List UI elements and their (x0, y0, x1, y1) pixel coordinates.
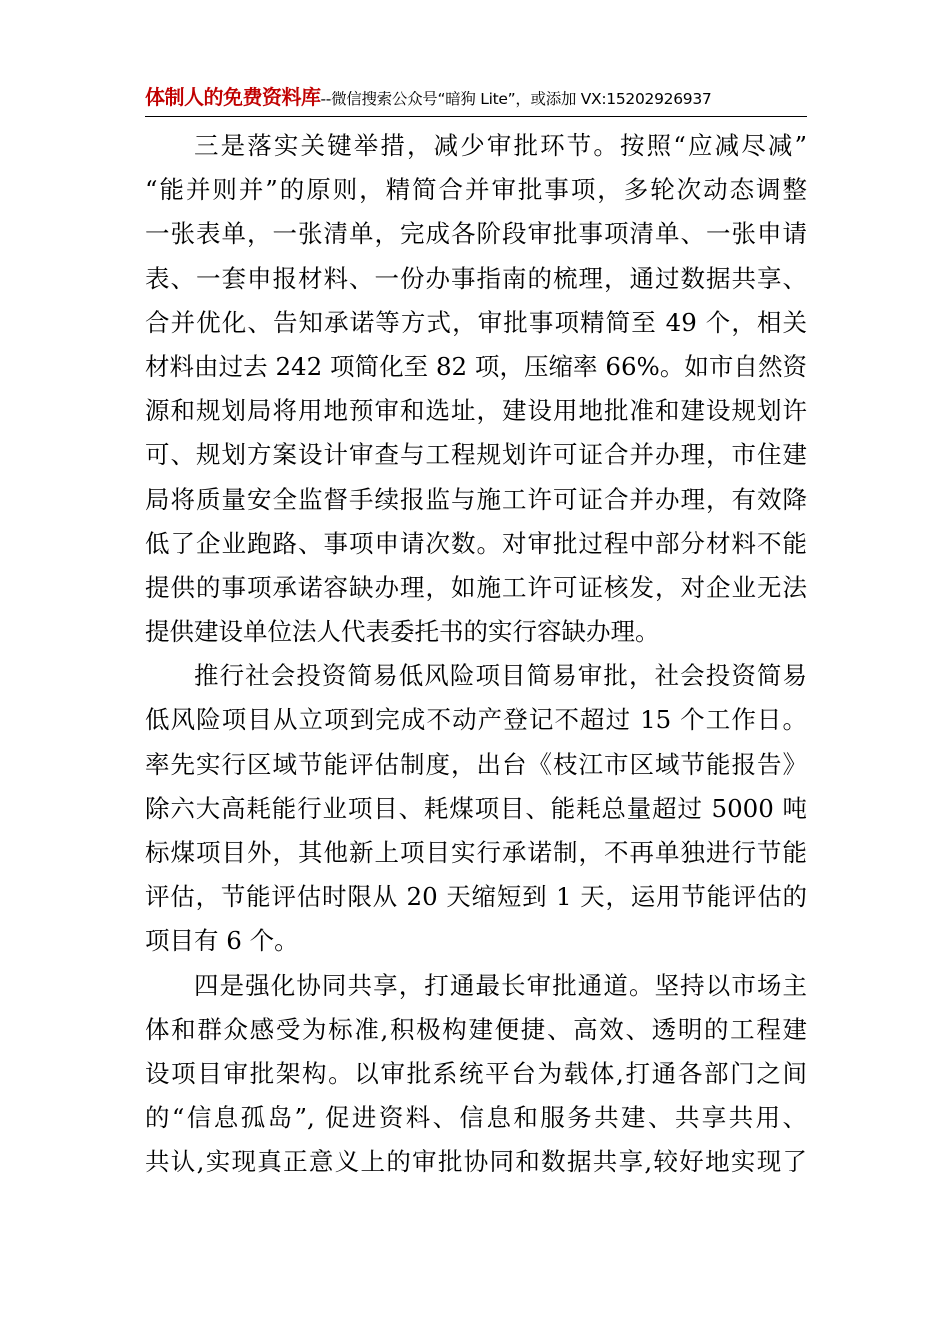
paragraph (145, 654, 807, 963)
text-line: 四是强化协同共享，打通最长审批通道。坚持以市场主 (194, 970, 807, 1000)
text-line: 低风险项目从立项到完成不动产登记不超过 15 个工作日。 (145, 705, 807, 735)
text-line: 推行社会投资简易低风险项目简易审批，社会投资简易 (194, 661, 807, 691)
text-line: 的“信息孤岛”, 促进资料、信息和服务共建、共享共用、 (145, 1103, 807, 1133)
paragraph (145, 964, 807, 1185)
text-line: 除六大高耗能行业项目、耗煤项目、能耗总量超过 5000 吨 (145, 793, 807, 823)
text-line: 一张表单，一张清单，完成各阶段审批事项清单、一张申请 (145, 219, 807, 249)
text-line: 低了企业跑路、事项申请次数。对审批过程中部分材料不能 (145, 528, 807, 558)
paragraph (145, 124, 807, 654)
text-line: 率先实行区域节能评估制度，出台《枝江市区域节能报告》 (145, 749, 807, 779)
text-line: 可、规划方案设计审查与工程规划许可证合并办理，市住建 (145, 440, 807, 470)
text-line: 共认,实现真正意义上的审批协同和数据共享,较好地实现了 (145, 1147, 807, 1177)
header-brand-title: 体制人的免费资料库 (145, 85, 321, 109)
page-header (145, 82, 807, 112)
text-line: 表、一套申报材料、一份办事指南的梳理，通过数据共享、 (145, 263, 807, 293)
text-line: 体和群众感受为标准,积极构建便捷、高效、透明的工程建 (145, 1014, 807, 1044)
text-line: 材料由过去 242 项简化至 82 项，压缩率 66%。如市自然资 (145, 351, 807, 381)
text-line: 设项目审批架构。以审批系统平台为载体,打通各部门之间 (145, 1058, 807, 1088)
text-line: 局将质量安全监督手续报监与施工许可证合并办理，有效降 (145, 484, 807, 514)
text-line: 项目有 6 个。 (145, 926, 299, 956)
header-contact-info: --微信搜索公众号“暗狗 Lite”，或添加 VX:15202926937 (320, 90, 712, 108)
text-line: 标煤项目外，其他新上项目实行承诺制，不再单独进行节能 (145, 838, 807, 867)
text-line: 三是落实关键举措，减少审批环节。按照“应减尽减” (194, 131, 807, 160)
text-line: 提供建设单位法人代表委托书的实行容缺办理。 (145, 617, 660, 647)
text-line: 合并优化、告知承诺等方式，审批事项精简至 49 个，相关 (145, 307, 807, 337)
text-line: 源和规划局将用地预审和选址，建设用地批准和建设规划许 (145, 396, 807, 426)
header-divider (145, 116, 807, 117)
text-line: 评估，节能评估时限从 20 天缩短到 1 天，运用节能评估的 (145, 882, 807, 912)
document-body (145, 124, 807, 1185)
text-line: 提供的事项承诺容缺办理，如施工许可证核发，对企业无法 (145, 572, 807, 602)
text-line: “能并则并”的原则，精简合并审批事项，多轮次动态调整 (145, 175, 807, 205)
